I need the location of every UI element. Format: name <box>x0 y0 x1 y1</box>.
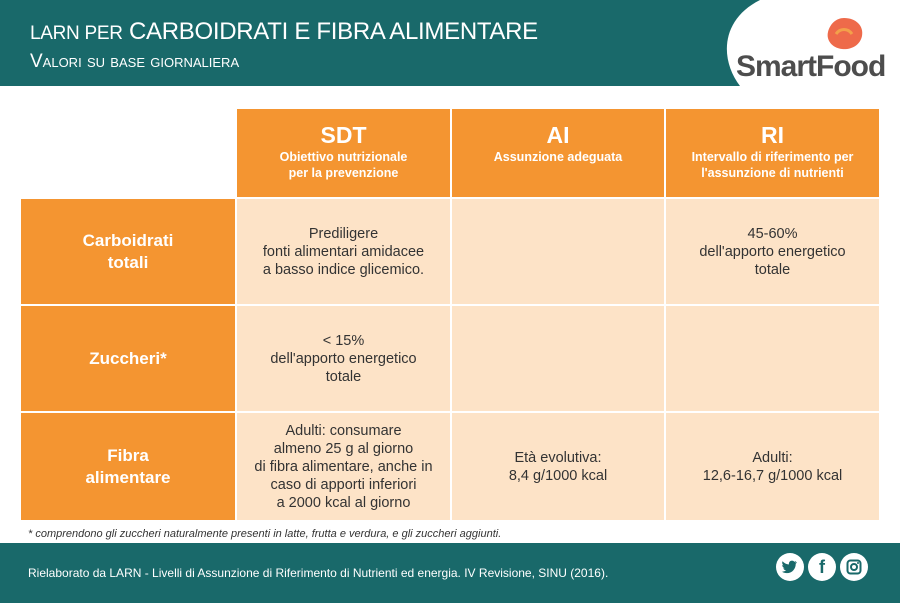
page-title: LARN PER CARBOIDRATI E FIBRA ALIMENTARE <box>30 18 538 45</box>
cell-carboidrati-ai <box>452 199 664 304</box>
row-label-zuccheri: Zuccheri* <box>21 306 235 411</box>
cell-zuccheri-ri <box>666 306 879 411</box>
cell-fibra-ai: Età evolutiva: 8,4 g/1000 kcal <box>452 413 664 520</box>
column-desc: l'assunzione di nutrienti <box>701 166 844 180</box>
instagram-icon[interactable] <box>840 553 868 581</box>
source-citation: Rielaborato da LARN - Livelli di Assunzione di Riferimento di Nutrienti ed energia. IV Revisione, SINU (2016). <box>28 566 609 580</box>
cell-carboidrati-ri: 45-60% dell'apporto energetico totale <box>666 199 879 304</box>
column-desc: Intervallo di riferimento per <box>691 150 854 164</box>
page-subtitle: Valori su base giornaliera <box>30 51 240 72</box>
column-desc: Assunzione adeguata <box>493 150 623 164</box>
column-desc: Obiettivo nutrizionale <box>279 150 408 164</box>
cell-zuccheri-ai <box>452 306 664 411</box>
cell-zuccheri-sdt: < 15% dell'apporto energetico totale <box>237 306 450 411</box>
footnote: * comprendono gli zuccheri naturalmente presenti in latte, frutta e verdura, e gli zuccheri aggiunti. <box>28 528 502 540</box>
cell-fibra-sdt: Adulti: consumare almeno 25 g al giorno di fibra alimentare, anche in caso di apporti inferiori a 2000 kcal al giorno <box>237 413 450 520</box>
logo-icon <box>822 16 866 52</box>
row-label-carboidrati: Carboidrati totali <box>21 199 235 304</box>
column-abbr: AI <box>546 122 570 148</box>
cell-carboidrati-sdt: Prediligere fonti alimentari amidacee a basso indice glicemico. <box>237 199 450 304</box>
column-desc: per la prevenzione <box>288 166 399 180</box>
column-abbr: RI <box>761 122 784 148</box>
cell-fibra-ri: Adulti: 12,6-16,7 g/1000 kcal <box>666 413 879 520</box>
facebook-icon[interactable]: f <box>808 553 836 581</box>
row-label-fibra: Fibra alimentare <box>21 413 235 520</box>
column-header-ai <box>452 109 664 197</box>
twitter-icon[interactable] <box>776 553 804 581</box>
column-header-sdt <box>237 109 450 197</box>
logo-text: SmartFood <box>736 50 886 83</box>
column-header-ri <box>666 109 879 197</box>
column-abbr: SDT <box>320 122 367 148</box>
